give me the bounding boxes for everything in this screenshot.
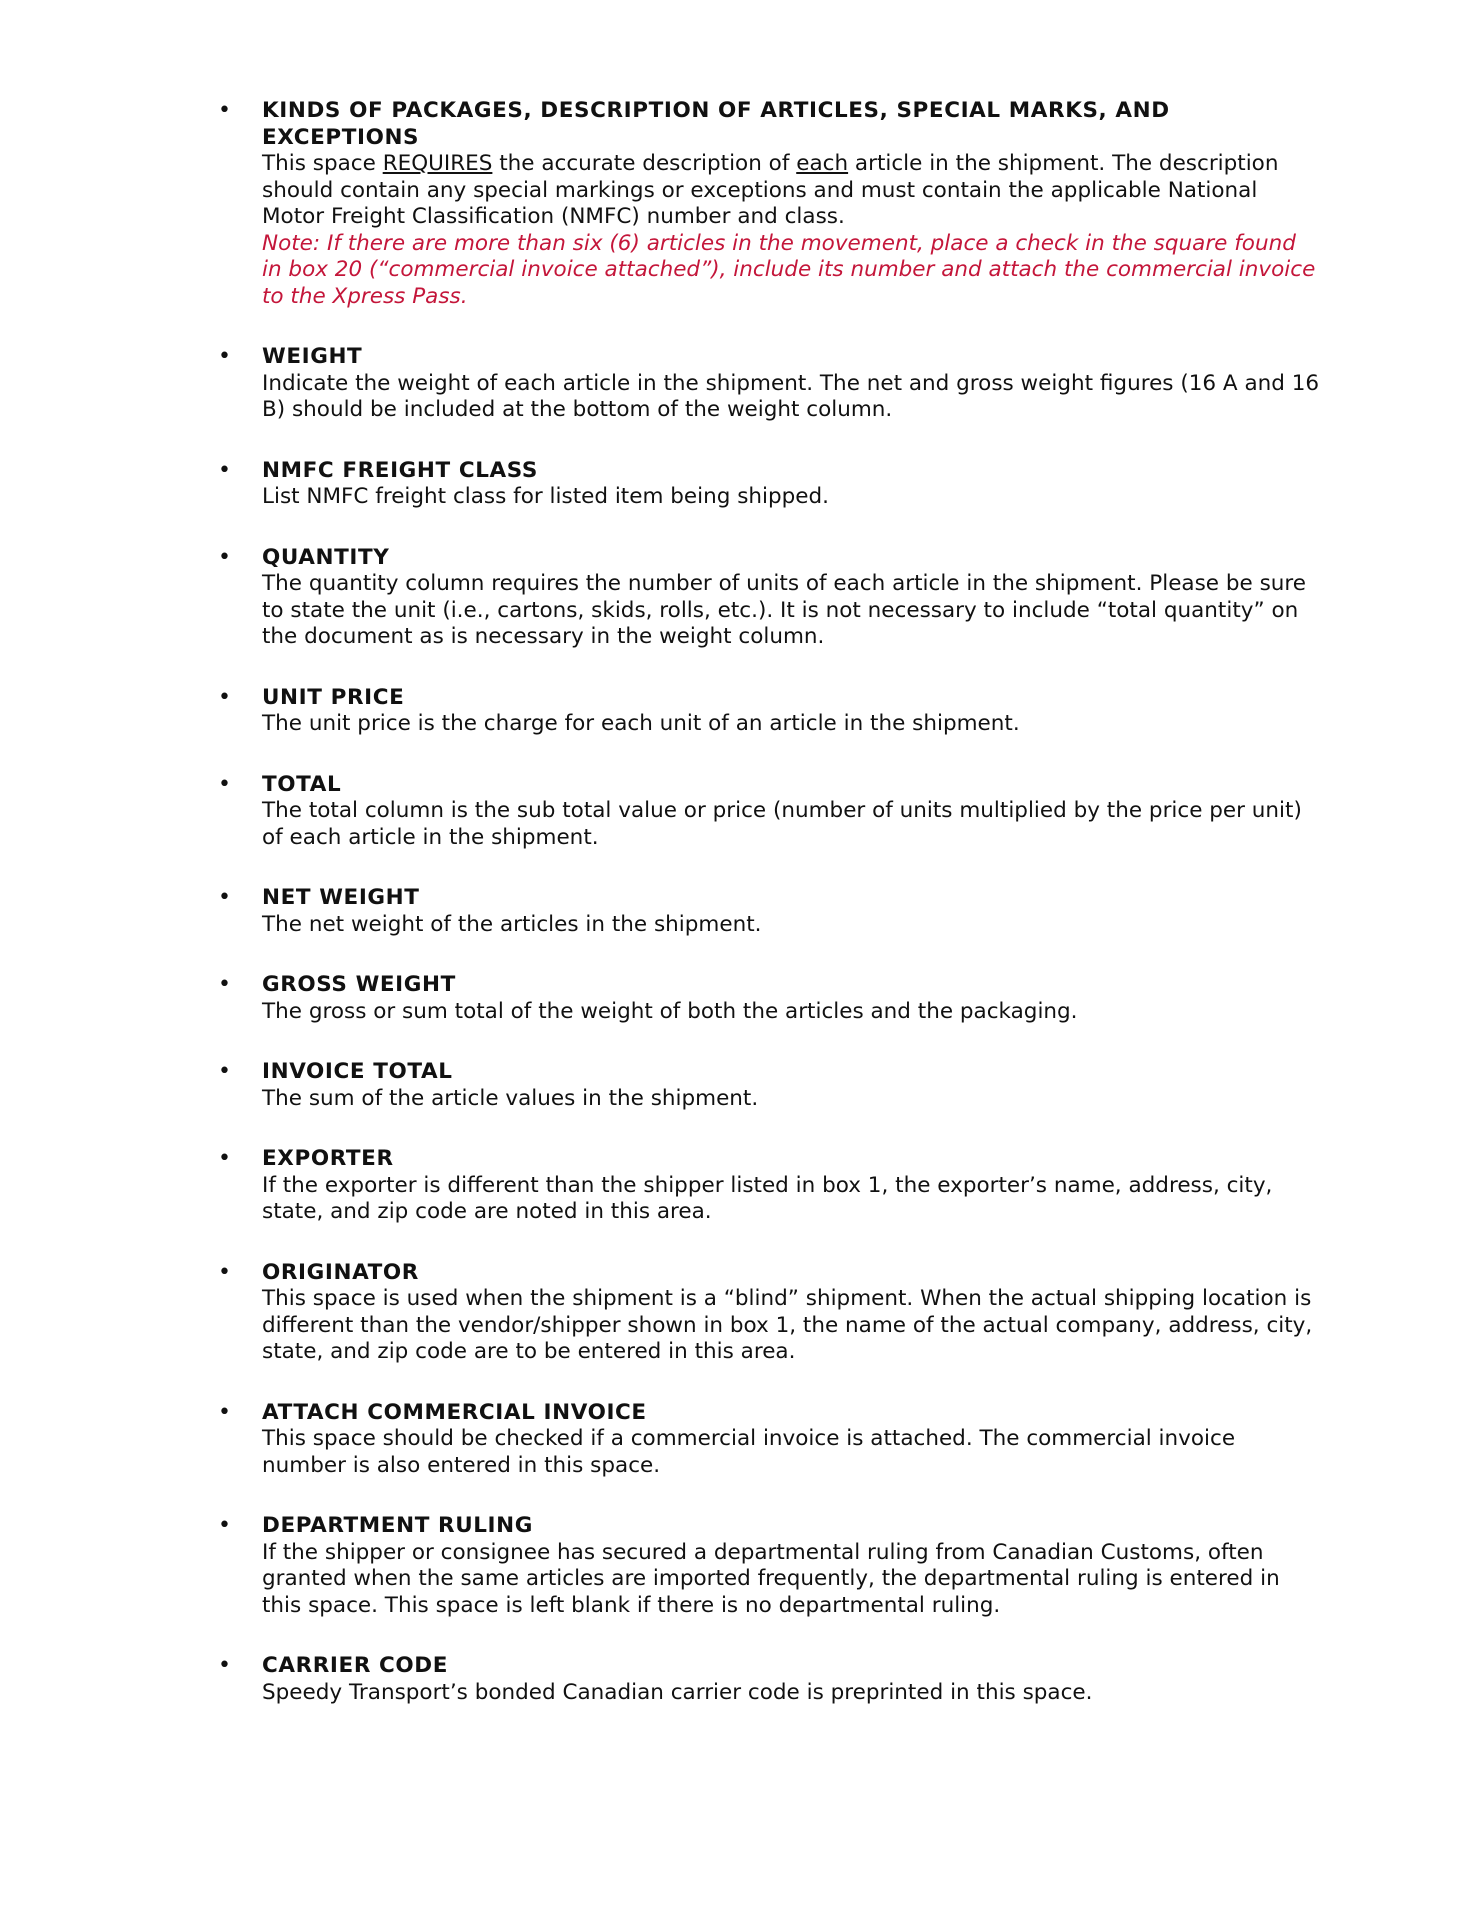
item-heading: • EXPORTER bbox=[262, 1146, 394, 1171]
list-item-gross-weight bbox=[262, 972, 1322, 1025]
item-body: This space should be checked if a commercial invoice is attached. The commercial invoice number is also entered in this space. bbox=[262, 1426, 1236, 1478]
item-body: The gross or sum total of the weight of both the articles and the packaging. bbox=[262, 998, 1078, 1024]
item-body: This space is used when the shipment is a “blind” shipment. When the actual shipping location is different than the vendor/shipper shown in box 1, the name of the actual company, address, city, state, and zip code are to be entered in this area. bbox=[262, 1286, 1313, 1364]
item-heading: • GROSS WEIGHT bbox=[262, 972, 456, 997]
list-item-net-weight bbox=[262, 885, 1322, 938]
list-item-invoice-total bbox=[262, 1059, 1322, 1112]
list-item-exporter bbox=[262, 1146, 1322, 1226]
list-item-kinds-of-packages bbox=[262, 98, 1322, 310]
list-item-originator bbox=[262, 1260, 1322, 1366]
list-item-unit-price bbox=[262, 685, 1322, 738]
item-heading: • CARRIER CODE bbox=[262, 1653, 449, 1678]
item-body: The quantity column requires the number of units of each article in the shipment. Please be sure to state the unit (i.e., cartons, skids, rolls, etc.). It is not necessary to include “total quantity” on the document as is necessary in the weight column. bbox=[262, 571, 1306, 649]
item-body: Speedy Transport’s bonded Canadian carrier code is preprinted in this space. bbox=[262, 1679, 1093, 1705]
item-heading: • TOTAL bbox=[262, 771, 342, 797]
list-item-weight bbox=[262, 344, 1322, 424]
item-heading: • QUANTITY bbox=[262, 544, 390, 570]
item-heading: • ORIGINATOR bbox=[262, 1259, 419, 1285]
item-body: Indicate the weight of each article in the shipment. The net and gross weight figures (16 A and 16 B) should be included at the bottom of the weight column. bbox=[262, 370, 1320, 422]
field-descriptions-list bbox=[262, 98, 1322, 1740]
list-item-quantity bbox=[262, 545, 1322, 651]
list-item-carrier-code bbox=[262, 1653, 1322, 1706]
item-heading: • KINDS OF PACKAGES, DESCRIPTION OF ARTICLES, SPECIAL MARKS, AND EXCEPTIONS bbox=[262, 98, 1170, 150]
body-text: the accurate description of bbox=[492, 151, 797, 176]
item-heading: • ATTACH COMMERCIAL INVOICE bbox=[262, 1399, 647, 1425]
item-heading: • NMFC FREIGHT CLASS bbox=[262, 457, 538, 483]
body-text: This space bbox=[262, 151, 383, 176]
body-text: article in the shipment. The description should contain any special markings or exceptions and must contain the applicable National Motor Freight Classification (NMFC) number and class. bbox=[262, 151, 1279, 229]
item-heading: • DEPARTMENT RULING bbox=[262, 1513, 533, 1538]
list-item-total bbox=[262, 772, 1322, 852]
item-body: The total column is the sub total value or price (number of units multiplied by the price per unit) of each article in the shipment. bbox=[262, 798, 1302, 850]
item-body bbox=[262, 151, 1322, 231]
list-item-nmfc-freight-class bbox=[262, 458, 1322, 511]
item-heading: • NET WEIGHT bbox=[262, 885, 420, 910]
emphasis-each: each bbox=[796, 151, 849, 176]
list-item-department-ruling bbox=[262, 1513, 1322, 1619]
item-heading: • UNIT PRICE bbox=[262, 684, 405, 710]
item-body: The unit price is the charge for each unit of an article in the shipment. bbox=[262, 711, 1020, 736]
item-note: Note: If there are more than six (6) articles in the movement, place a check in the square found in box 20 (“commercial invoice attached”), include its number and attach the commercial invoice to the Xpress Pass. bbox=[262, 230, 1316, 309]
item-body: The net weight of the articles in the shipment. bbox=[262, 911, 762, 937]
item-heading: • INVOICE TOTAL bbox=[262, 1059, 453, 1084]
item-body: If the shipper or consignee has secured a departmental ruling from Canadian Customs, often granted when the same articles are imported frequently, the departmental ruling is entered in this space. This space is left blank if there is no departmental ruling. bbox=[262, 1539, 1280, 1618]
item-heading: • WEIGHT bbox=[262, 344, 363, 369]
item-body: List NMFC freight class for listed item being shipped. bbox=[262, 484, 829, 509]
item-body: The sum of the article values in the shipment. bbox=[262, 1085, 759, 1111]
list-item-attach-commercial-invoice bbox=[262, 1400, 1322, 1480]
emphasis-requires: REQUIRES bbox=[382, 151, 493, 176]
item-body: If the exporter is different than the shipper listed in box 1, the exporter’s name, address, city, state, and zip code are noted in this area. bbox=[262, 1172, 1273, 1224]
